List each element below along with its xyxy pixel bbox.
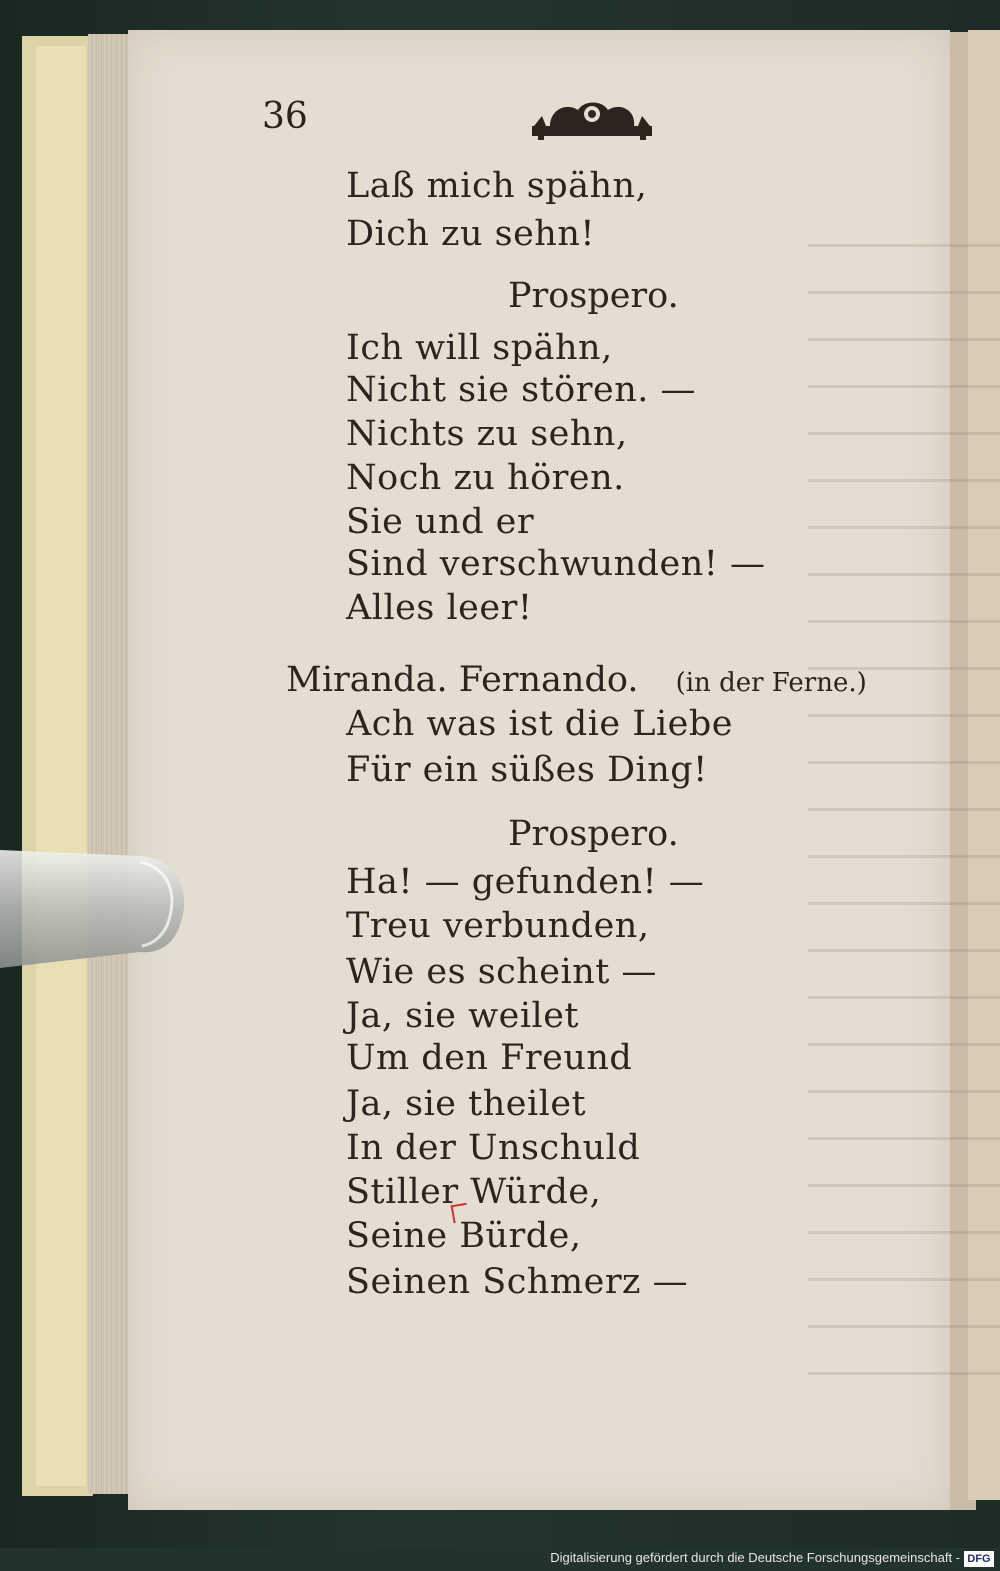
speaker-heading [286,660,867,700]
verse-line: Seinen Schmerz — [346,1262,689,1302]
verse-line: Alles leer! [346,588,533,628]
verse-line: Nicht sie stören. — [346,370,696,410]
dfg-logo: DFG [964,1551,994,1567]
stage-direction: (in der Ferne.) [675,668,867,698]
verse-line: Sie und er [346,502,535,542]
bleed-through-text [808,200,1000,1350]
verse-line: Um den Freund [346,1038,633,1078]
verse-line: Ich will spähn, [346,328,613,368]
verse-line: Stiller Würde, [346,1172,602,1212]
speaker-names: Miranda. Fernando. [286,660,639,700]
speaker-heading: Prospero. [508,814,679,854]
plastic-clip [0,848,188,970]
verse-line: In der Unschuld [346,1128,641,1168]
verse-line: Wie es scheint — [346,952,657,992]
verse-line: Treu verbunden, [346,906,650,946]
verse-line: Nichts zu sehn, [346,414,628,454]
verse-line: Ach was ist die Liebe [346,704,734,744]
verse-line: Seine Bürde, [346,1216,582,1256]
speaker-heading: Prospero. [508,276,679,316]
red-pencil-mark [451,1203,470,1224]
verse-line: Ja, sie theilet [346,1084,587,1124]
verse-line: Noch zu hören. [346,458,625,498]
printers-ornament-icon [530,96,654,142]
verse-line: Dich zu sehn! [346,214,595,254]
page-number: 36 [262,96,308,137]
verse-line: Laß mich spähn, [346,166,648,206]
verse-line: Ja, sie weilet [346,996,579,1036]
verse-line: Für ein süßes Ding! [346,750,708,790]
funding-credit: Digitalisierung gefördert durch die Deutsche Forschungsgemeinschaft - [550,1550,960,1565]
verse-line: Ha! — gefunden! — [346,862,705,902]
cover-board-inner [36,46,86,1486]
verse-line: Sind verschwunden! — [346,544,766,584]
